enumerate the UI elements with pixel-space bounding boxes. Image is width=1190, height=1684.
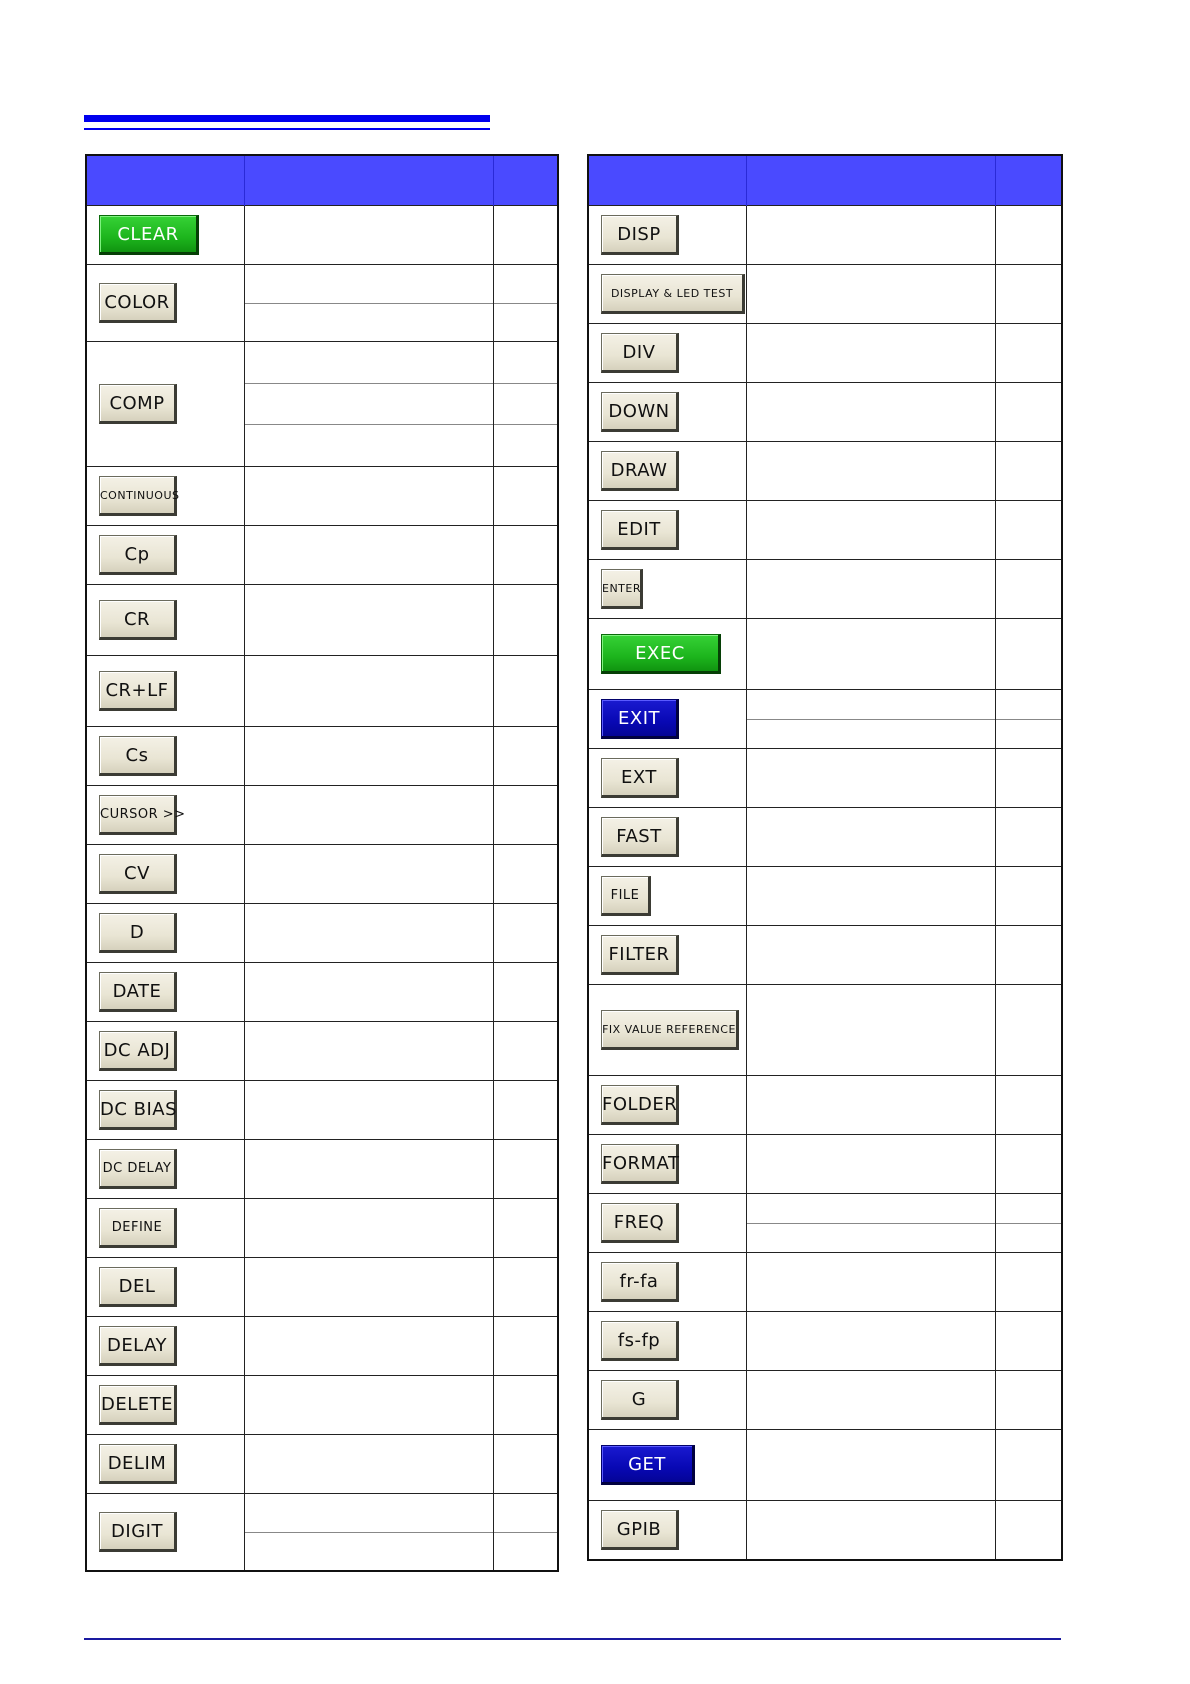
key-cell	[588, 808, 746, 867]
key-button-cs[interactable]: Cs	[99, 736, 177, 776]
description-cell	[244, 1376, 493, 1435]
reference-cell	[493, 265, 558, 342]
description-cell	[244, 656, 493, 727]
key-button-define[interactable]: DEFINE	[99, 1208, 177, 1248]
subrow	[996, 1223, 1062, 1253]
reference-cell	[995, 1253, 1062, 1312]
table-row	[588, 926, 1062, 985]
subrow-group	[494, 265, 558, 341]
key-cell	[588, 749, 746, 808]
reference-cell	[493, 467, 558, 526]
key-button-dc-adj[interactable]: DC ADJ	[99, 1031, 177, 1071]
key-button-display-led-test[interactable]: DISPLAY & LED TEST	[601, 274, 745, 314]
key-button-ext[interactable]: EXT	[601, 758, 679, 798]
subrow	[494, 1532, 558, 1571]
reference-cell	[493, 585, 558, 656]
reference-cell	[493, 904, 558, 963]
table-row	[588, 985, 1062, 1076]
key-cell	[86, 1199, 244, 1258]
table-row	[86, 1317, 558, 1376]
key-button-edit[interactable]: EDIT	[601, 510, 679, 550]
description-cell	[244, 1140, 493, 1199]
description-cell	[244, 1494, 493, 1572]
key-button-fix-value-reference[interactable]: FIX VALUE REFERENCE	[601, 1010, 739, 1050]
reference-cell	[493, 1376, 558, 1435]
header-reference-cell	[995, 155, 1062, 206]
reference-cell	[995, 1312, 1062, 1371]
reference-cell	[995, 1430, 1062, 1501]
key-button-cursor[interactable]: CURSOR >>	[99, 795, 177, 835]
key-cell	[588, 1076, 746, 1135]
table-row	[86, 206, 558, 265]
reference-cell	[995, 1194, 1062, 1253]
description-cell	[244, 845, 493, 904]
key-cell	[588, 690, 746, 749]
subrow-group	[494, 1494, 558, 1570]
subrow-group	[747, 690, 995, 748]
subrow	[245, 1494, 493, 1532]
key-cell	[86, 585, 244, 656]
header-key-cell	[588, 155, 746, 206]
table-row	[588, 690, 1062, 749]
key-button-cp[interactable]: Cp	[99, 535, 177, 575]
description-cell	[244, 727, 493, 786]
key-cell	[86, 526, 244, 585]
subrow	[245, 303, 493, 342]
reference-cell	[995, 501, 1062, 560]
table-row	[86, 526, 558, 585]
key-cell	[86, 1376, 244, 1435]
description-cell	[746, 690, 995, 749]
key-cell	[588, 1371, 746, 1430]
description-cell	[746, 1076, 995, 1135]
subrow	[245, 424, 493, 466]
key-button-div[interactable]: DIV	[601, 333, 679, 373]
description-cell	[746, 926, 995, 985]
table-row	[588, 1135, 1062, 1194]
description-cell	[746, 501, 995, 560]
table-row	[588, 867, 1062, 926]
reference-cell	[995, 749, 1062, 808]
table-row	[86, 1199, 558, 1258]
subrow	[996, 719, 1062, 749]
description-cell	[746, 442, 995, 501]
key-button-comp[interactable]: COMP	[99, 384, 177, 424]
key-button-freq[interactable]: FREQ	[601, 1203, 679, 1243]
key-button-fast[interactable]: FAST	[601, 817, 679, 857]
description-cell	[746, 1194, 995, 1253]
key-button-delay[interactable]: DELAY	[99, 1326, 177, 1366]
key-cell	[588, 867, 746, 926]
reference-cell	[995, 985, 1062, 1076]
key-button-exec[interactable]: EXEC	[601, 634, 721, 674]
reference-cell	[995, 619, 1062, 690]
key-button-color[interactable]: COLOR	[99, 283, 177, 323]
subrow	[245, 1532, 493, 1571]
table-row	[86, 786, 558, 845]
description-cell	[244, 904, 493, 963]
table-row	[86, 845, 558, 904]
subrow	[245, 342, 493, 383]
description-cell	[746, 1135, 995, 1194]
subrow	[996, 1194, 1062, 1223]
description-cell	[746, 1371, 995, 1430]
reference-cell	[493, 727, 558, 786]
reference-cell	[493, 206, 558, 265]
key-cell	[86, 1022, 244, 1081]
key-button-disp[interactable]: DISP	[601, 215, 679, 255]
reference-cell	[493, 1022, 558, 1081]
key-button-dc-delay[interactable]: DC DELAY	[99, 1149, 177, 1189]
table-row	[86, 265, 558, 342]
description-cell	[244, 342, 493, 467]
table-row	[588, 808, 1062, 867]
reference-cell	[493, 963, 558, 1022]
subrow	[245, 383, 493, 425]
reference-cell	[493, 1258, 558, 1317]
description-cell	[244, 1022, 493, 1081]
key-button-folder[interactable]: FOLDER	[601, 1085, 679, 1125]
reference-cell	[493, 786, 558, 845]
table-row	[86, 963, 558, 1022]
key-cell	[588, 1135, 746, 1194]
table-row	[588, 383, 1062, 442]
table-row	[86, 585, 558, 656]
reference-cell	[995, 690, 1062, 749]
key-button-date[interactable]: DATE	[99, 972, 177, 1012]
key-cell	[588, 324, 746, 383]
key-cell	[588, 265, 746, 324]
key-button-draw[interactable]: DRAW	[601, 451, 679, 491]
key-cell	[86, 1081, 244, 1140]
table-row	[588, 619, 1062, 690]
reference-cell	[493, 656, 558, 727]
table-row	[588, 560, 1062, 619]
subrow-group	[996, 1194, 1062, 1252]
header-description-cell	[746, 155, 995, 206]
header-reference-cell	[493, 155, 558, 206]
table-row	[86, 1376, 558, 1435]
key-button-d[interactable]: D	[99, 913, 177, 953]
key-cell	[86, 342, 244, 467]
description-cell	[244, 1317, 493, 1376]
reference-cell	[493, 342, 558, 467]
table-row	[86, 1494, 558, 1572]
key-button-cr[interactable]: CR	[99, 600, 177, 640]
key-button-delim[interactable]: DELIM	[99, 1444, 177, 1484]
key-button-digit[interactable]: DIGIT	[99, 1512, 177, 1552]
description-cell	[244, 526, 493, 585]
key-button-format[interactable]: FORMAT	[601, 1144, 679, 1184]
description-cell	[746, 383, 995, 442]
description-cell	[244, 786, 493, 845]
table-row	[86, 1022, 558, 1081]
key-cell	[588, 1312, 746, 1371]
reference-cell	[995, 867, 1062, 926]
table-row	[588, 1076, 1062, 1135]
key-table-right	[587, 154, 1063, 1561]
reference-cell	[995, 265, 1062, 324]
key-button-cr-lf[interactable]: CR+LF	[99, 671, 177, 711]
key-cell	[86, 727, 244, 786]
key-cell	[588, 1430, 746, 1501]
key-button-fr-fa[interactable]: fr-fa	[601, 1262, 679, 1302]
subrow	[747, 1194, 995, 1223]
key-button-dc-bias[interactable]: DC BIAS	[99, 1090, 177, 1130]
table-row	[588, 1253, 1062, 1312]
header-key-cell	[86, 155, 244, 206]
table-row	[588, 206, 1062, 265]
subrow	[747, 690, 995, 719]
table-row	[588, 749, 1062, 808]
table-row	[86, 1258, 558, 1317]
description-cell	[244, 585, 493, 656]
header-description-cell	[244, 155, 493, 206]
key-cell	[588, 206, 746, 265]
key-cell	[86, 845, 244, 904]
key-cell	[86, 1494, 244, 1572]
reference-cell	[995, 324, 1062, 383]
table-row	[588, 1312, 1062, 1371]
description-cell	[244, 963, 493, 1022]
table-row	[86, 727, 558, 786]
key-button-file[interactable]: FILE	[601, 876, 651, 916]
description-cell	[746, 808, 995, 867]
subrow-group	[245, 265, 493, 341]
table-row	[588, 265, 1062, 324]
key-button-enter[interactable]: ENTER	[601, 569, 643, 609]
reference-cell	[493, 1081, 558, 1140]
subrow	[494, 265, 558, 303]
reference-cell	[493, 1494, 558, 1572]
reference-cell	[493, 845, 558, 904]
reference-cell	[995, 1501, 1062, 1561]
reference-cell	[493, 1199, 558, 1258]
key-cell	[588, 560, 746, 619]
key-cell	[86, 265, 244, 342]
subrow-group	[747, 1194, 995, 1252]
table-row	[588, 324, 1062, 383]
key-cell	[588, 442, 746, 501]
key-button-del[interactable]: DEL	[99, 1267, 177, 1307]
section-title-rule	[84, 115, 490, 122]
description-cell	[244, 1081, 493, 1140]
description-cell	[746, 265, 995, 324]
subrow-group	[996, 690, 1062, 748]
description-cell	[746, 560, 995, 619]
key-button-get[interactable]: GET	[601, 1445, 695, 1485]
table-row	[588, 501, 1062, 560]
description-cell	[244, 1199, 493, 1258]
description-cell	[746, 1312, 995, 1371]
key-button-filter[interactable]: FILTER	[601, 935, 679, 975]
subrow	[747, 719, 995, 749]
subrow	[494, 383, 558, 425]
key-button-clear[interactable]: CLEAR	[99, 215, 199, 255]
key-cell	[86, 963, 244, 1022]
key-table-left	[85, 154, 559, 1572]
key-cell	[86, 206, 244, 265]
key-cell	[86, 904, 244, 963]
table-header-row	[86, 155, 558, 206]
key-button-g[interactable]: G	[601, 1380, 679, 1420]
key-cell	[86, 656, 244, 727]
subrow	[494, 1494, 558, 1532]
key-cell	[86, 1258, 244, 1317]
key-cell	[588, 383, 746, 442]
reference-cell	[995, 442, 1062, 501]
reference-cell	[995, 1135, 1062, 1194]
key-button-exit[interactable]: EXIT	[601, 699, 679, 739]
key-cell	[86, 1140, 244, 1199]
table-row	[588, 1371, 1062, 1430]
key-button-fs-fp[interactable]: fs-fp	[601, 1321, 679, 1361]
subrow	[996, 690, 1062, 719]
description-cell	[746, 206, 995, 265]
table-row	[86, 904, 558, 963]
description-cell	[746, 324, 995, 383]
table-row	[86, 1081, 558, 1140]
reference-cell	[995, 383, 1062, 442]
description-cell	[746, 1430, 995, 1501]
key-button-down[interactable]: DOWN	[601, 392, 679, 432]
description-cell	[746, 1253, 995, 1312]
key-cell	[588, 501, 746, 560]
table-row	[86, 467, 558, 526]
description-cell	[244, 1258, 493, 1317]
footer-rule	[84, 1638, 1061, 1640]
key-cell	[86, 467, 244, 526]
key-cell	[588, 1194, 746, 1253]
table-row	[86, 656, 558, 727]
description-cell	[746, 867, 995, 926]
subrow	[494, 424, 558, 466]
reference-cell	[493, 1317, 558, 1376]
table-row	[588, 1501, 1062, 1561]
subrow-group	[245, 1494, 493, 1570]
reference-cell	[995, 206, 1062, 265]
description-cell	[746, 985, 995, 1076]
description-cell	[244, 467, 493, 526]
subrow	[494, 303, 558, 342]
table-row	[86, 1435, 558, 1494]
reference-cell	[995, 1371, 1062, 1430]
reference-cell	[493, 1435, 558, 1494]
table-row	[588, 1430, 1062, 1501]
description-cell	[244, 206, 493, 265]
subrow	[747, 1223, 995, 1253]
key-cell	[86, 1317, 244, 1376]
key-button-gpib[interactable]: GPIB	[601, 1510, 679, 1550]
reference-cell	[493, 526, 558, 585]
description-cell	[746, 619, 995, 690]
subrow-group	[245, 342, 493, 466]
table-row	[588, 1194, 1062, 1253]
table-row	[588, 442, 1062, 501]
description-cell	[244, 265, 493, 342]
reference-cell	[995, 926, 1062, 985]
subrow-group	[494, 342, 558, 466]
key-cell	[588, 926, 746, 985]
key-cell	[86, 786, 244, 845]
table-row	[86, 342, 558, 467]
key-button-delete[interactable]: DELETE	[99, 1385, 177, 1425]
reference-cell	[493, 1140, 558, 1199]
key-cell	[588, 985, 746, 1076]
key-button-cv[interactable]: CV	[99, 854, 177, 894]
description-cell	[746, 1501, 995, 1561]
subrow	[245, 265, 493, 303]
description-cell	[244, 1435, 493, 1494]
key-cell	[86, 1435, 244, 1494]
table-row	[86, 1140, 558, 1199]
key-cell	[588, 1253, 746, 1312]
reference-cell	[995, 560, 1062, 619]
key-cell	[588, 1501, 746, 1561]
key-button-continuous[interactable]: CONTINUOUS	[99, 476, 177, 516]
key-cell	[588, 619, 746, 690]
description-cell	[746, 749, 995, 808]
reference-cell	[995, 808, 1062, 867]
section-title-underline	[84, 128, 490, 130]
table-header-row	[588, 155, 1062, 206]
subrow	[494, 342, 558, 383]
reference-cell	[995, 1076, 1062, 1135]
